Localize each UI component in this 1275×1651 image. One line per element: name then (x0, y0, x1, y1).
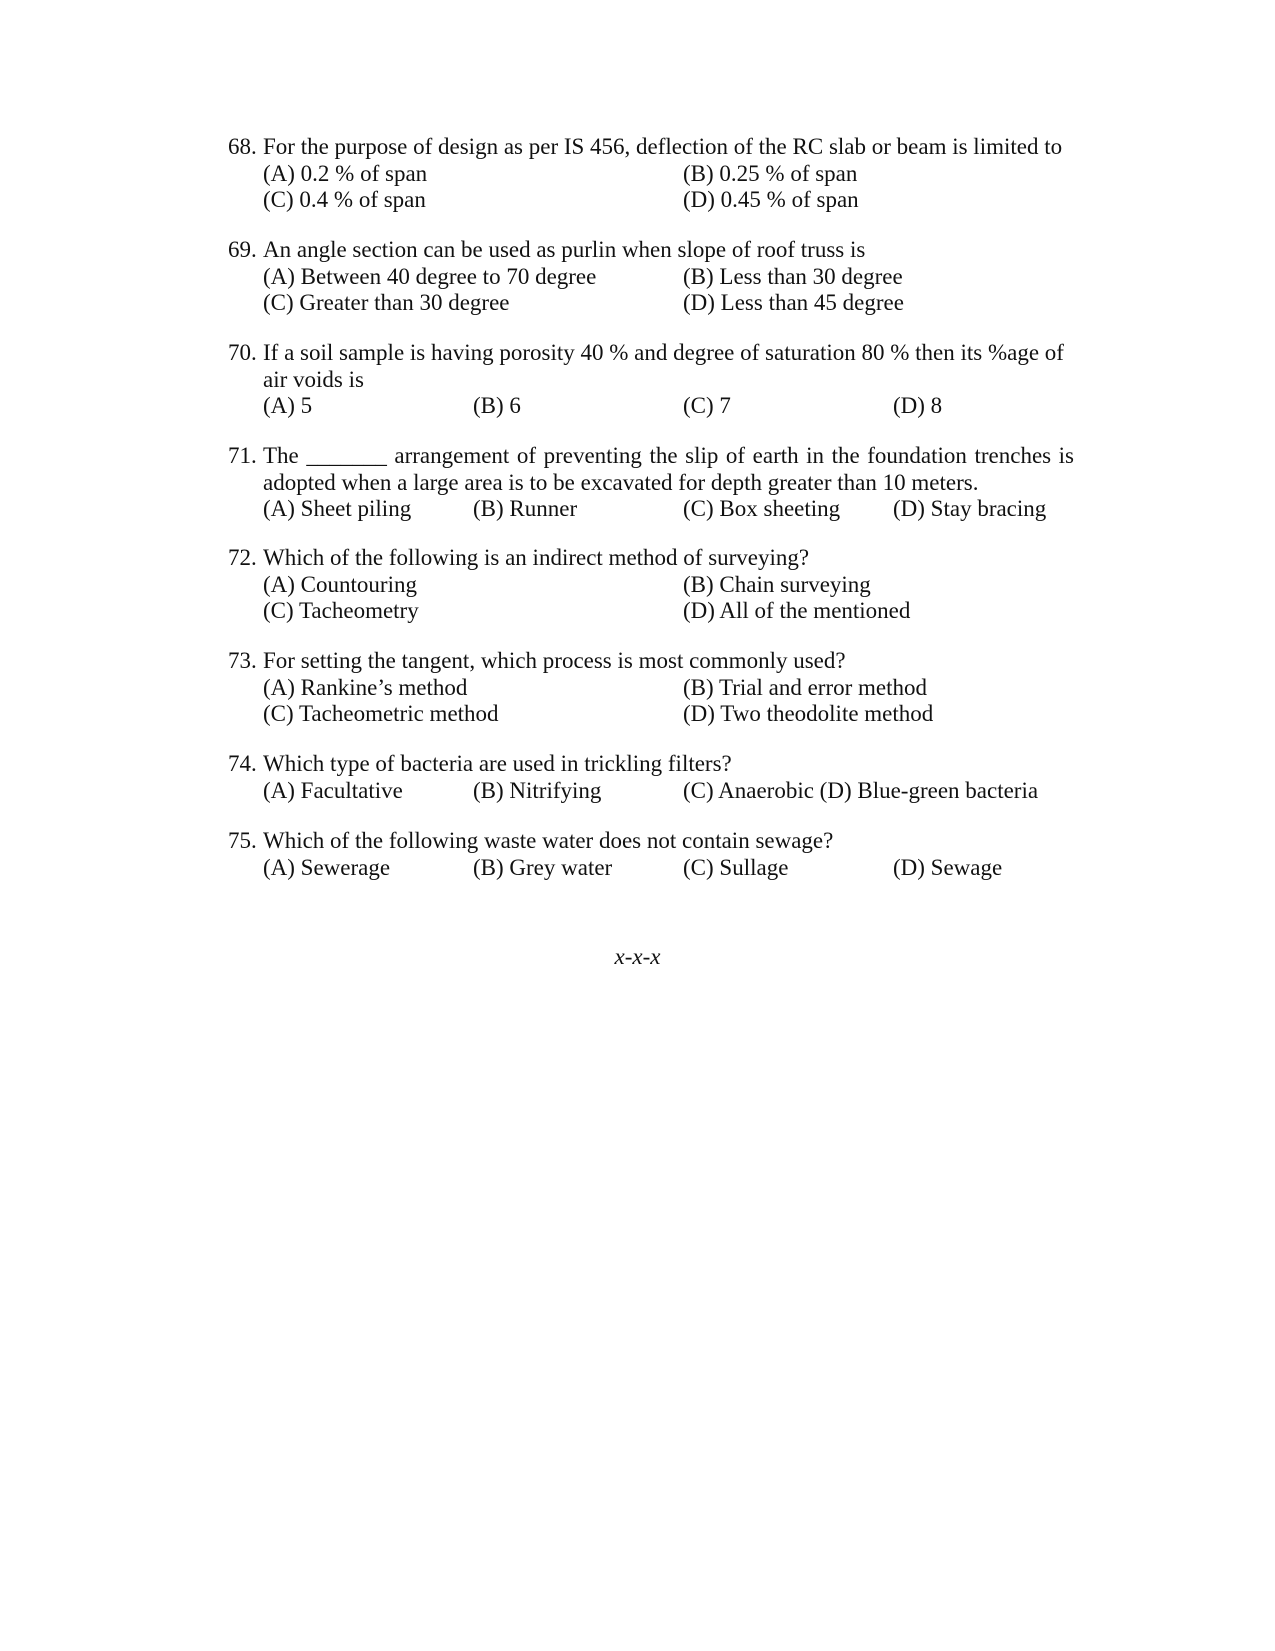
option-a: (A) 5 (263, 393, 313, 418)
option-b: (B) Nitrifying (473, 777, 602, 803)
option-a: (A) Sheet piling (263, 496, 412, 521)
option-d: (D) All of the mentioned (683, 598, 911, 623)
option-c: (C) 7 (683, 393, 731, 418)
question-number: 68. (228, 134, 257, 159)
question-text: An angle section can be used as purlin when slope of roof truss is (263, 237, 866, 262)
option-b: (B) Grey water (473, 854, 613, 880)
option-d: (D) Sewage (893, 854, 1003, 880)
option-a: (A) 0.2 % of span (263, 160, 428, 186)
option-a: (A) Sewerage (263, 854, 391, 880)
question-text: For setting the tangent, which process is most commonly used? (263, 648, 846, 673)
question-75 (228, 828, 1074, 881)
question-number: 74. (228, 751, 257, 776)
question-stem (228, 134, 1074, 161)
option-a: (A) Facultative (263, 777, 403, 803)
question-text-line-2: adopted when a large area is to be excavated for depth greater than 10 meters. (263, 469, 979, 495)
question-text: Which type of bacteria are used in trickling filters? (263, 751, 732, 776)
question-73 (228, 648, 1074, 728)
question-text-line-1: The _______ arrangement of preventing the slip of earth in the foundation trenches is (263, 443, 1074, 468)
question-text: Which of the following waste water does not contain sewage? (263, 828, 834, 853)
option-c: (C) Tacheometric method (263, 701, 499, 726)
option-b: (B) Trial and error method (683, 674, 928, 700)
option-c: (C) Box sheeting (683, 496, 841, 521)
option-a: (A) Rankine’s method (263, 674, 468, 700)
option-b: (B) Chain surveying (683, 571, 871, 597)
question-number: 72. (228, 545, 257, 570)
question-stem (228, 237, 1074, 264)
option-d: (D) 8 (893, 393, 943, 418)
question-number: 71. (228, 443, 257, 468)
option-b: (B) Less than 30 degree (683, 263, 903, 289)
option-b: (B) 6 (473, 393, 521, 418)
question-text-line-1: If a soil sample is having porosity 40 % and degree of saturation 80 % then its %age of (263, 340, 1064, 365)
option-a: (A) Between 40 degree to 70 degree (263, 263, 597, 289)
question-stem (228, 340, 1074, 393)
question-68 (228, 134, 1074, 214)
end-marker: x-x-x (614, 944, 661, 969)
option-c: (C) 0.4 % of span (263, 187, 426, 212)
option-c: (C) Tacheometry (263, 598, 419, 623)
option-d: (D) Less than 45 degree (683, 290, 904, 315)
question-stem (228, 545, 1074, 572)
question-stem (228, 443, 1074, 496)
option-a: (A) Countouring (263, 571, 417, 597)
question-stem (228, 751, 1074, 778)
option-d: (D) Two theodolite method (683, 701, 934, 726)
question-stem (228, 828, 1074, 855)
question-number: 73. (228, 648, 257, 673)
option-b: (B) Runner (473, 496, 578, 521)
question-text-line-2: air voids is (263, 366, 364, 392)
option-c: (C) Greater than 30 degree (263, 290, 510, 315)
question-text: For the purpose of design as per IS 456, deflection of the RC slab or beam is limited to (263, 134, 1063, 159)
option-d: (D) 0.45 % of span (683, 187, 859, 212)
option-d: (D) Stay bracing (893, 496, 1047, 521)
question-number: 75. (228, 828, 257, 853)
question-70 (228, 340, 1074, 420)
question-text: Which of the following is an indirect method of surveying? (263, 545, 810, 570)
option-c: (C) Sullage (683, 854, 789, 880)
question-71 (228, 443, 1074, 523)
question-stem (228, 648, 1074, 675)
question-number: 69. (228, 237, 257, 262)
question-number: 70. (228, 340, 257, 365)
option-b: (B) 0.25 % of span (683, 160, 858, 186)
question-72 (228, 545, 1074, 625)
option-c-d: (C) Anaerobic (D) Blue-green bacteria (683, 777, 1039, 803)
question-74 (228, 751, 1074, 804)
question-69 (228, 237, 1074, 317)
